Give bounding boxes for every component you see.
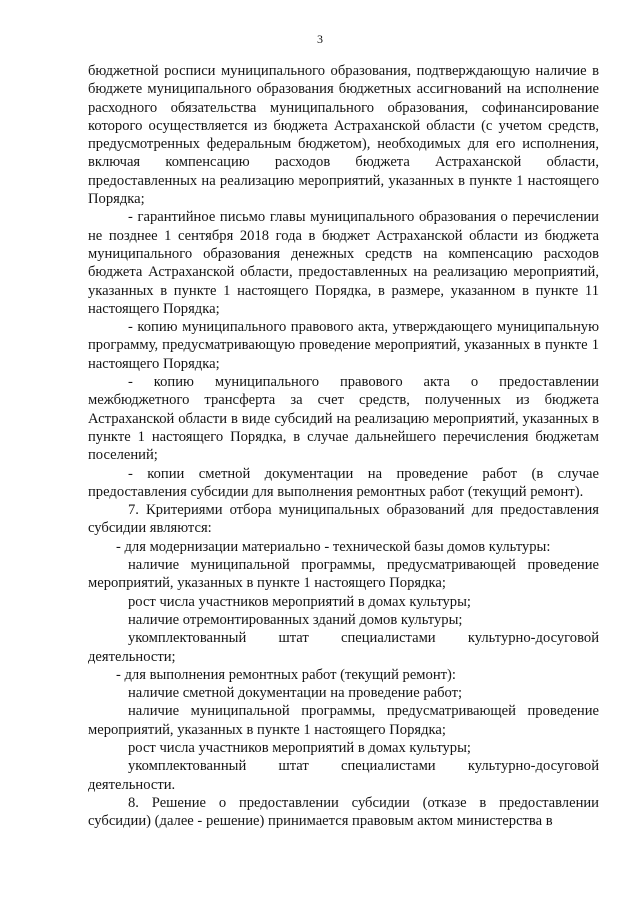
paragraph: укомплектованный штат специалистами культурно-досуговой деятельности.: [88, 758, 599, 793]
paragraph: наличие муниципальной программы, предусматривающей проведение мероприятий, указанных в пункте 1 настоящего Порядка;: [88, 557, 599, 592]
paragraph: укомплектованный штат специалистами культурно-досуговой деятельности;: [88, 630, 599, 665]
paragraph: наличие отремонтированных зданий домов культуры;: [128, 611, 463, 628]
paragraph: рост числа участников мероприятий в домах культуры;: [128, 739, 471, 756]
paragraph: - гарантийное письмо главы муниципального образования о перечислении не позднее 1 сентября 2018 года в бюджет Астраханской области из бюджета муниципального образования денежных средств на компенсацию расходов бюджета Астраханской области, предоставленных на реализацию мероприятий, указанных в пункте 1 настоящего Порядка, в размере, указанном в пункте 11 настоящего Порядка;: [88, 209, 599, 317]
paragraph: наличие муниципальной программы, предусматривающей проведение мероприятий, указанных в пункте 1 настоящего Порядка;: [88, 703, 599, 738]
paragraph: рост числа участников мероприятий в домах культуры;: [128, 593, 471, 610]
paragraph: - копию муниципального правового акта о предоставлении межбюджетного трансферта за счет средств, полученных из бюджета Астраханской области в виде субсидий на реализацию мероприятий, указанных в пункте 1 настоящего Порядка, в случае дальнейшего перечисления бюджетам поселений;: [88, 374, 599, 464]
paragraph: бюджетной росписи муниципального образования, подтверждающую наличие в бюджете муниципального образования бюджетных ассигнований на исполнение расходного обязательства муниципального образования, софинансирование которого осуществляется из бюджета Астраханской области (с учетом средств, предусмотренных федеральным бюджетом), необходимых для его исполнения, включая компенсацию расходов бюджета Астраханской области, предоставленных на реализацию мероприятий, указанных в пункте 1 настоящего Порядка;: [88, 63, 599, 208]
paragraph: 7. Критериями отбора муниципальных образований для предоставления субсидии являются:: [88, 502, 599, 537]
paragraph: - для модернизации материально - технической базы домов культуры:: [116, 538, 551, 555]
paragraph: 8. Решение о предоставлении субсидии (отказе в предоставлении субсидии) (далее - решение) принимается правовым актом министерства в: [88, 794, 599, 830]
paragraph: наличие сметной документации на проведение работ;: [128, 685, 463, 702]
page-number: 3: [317, 32, 323, 46]
document-body: [88, 62, 599, 830]
paragraph: - копию муниципального правового акта, утверждающего муниципальную программу, предусматривающую проведение мероприятий, указанных в пункте 1 настоящего Порядка;: [88, 319, 599, 372]
paragraph: - копии сметной документации на проведение работ (в случае предоставления субсидии для выполнения ремонтных работ (текущий ремонт).: [88, 465, 599, 500]
paragraph: - для выполнения ремонтных работ (текущий ремонт):: [116, 666, 456, 683]
